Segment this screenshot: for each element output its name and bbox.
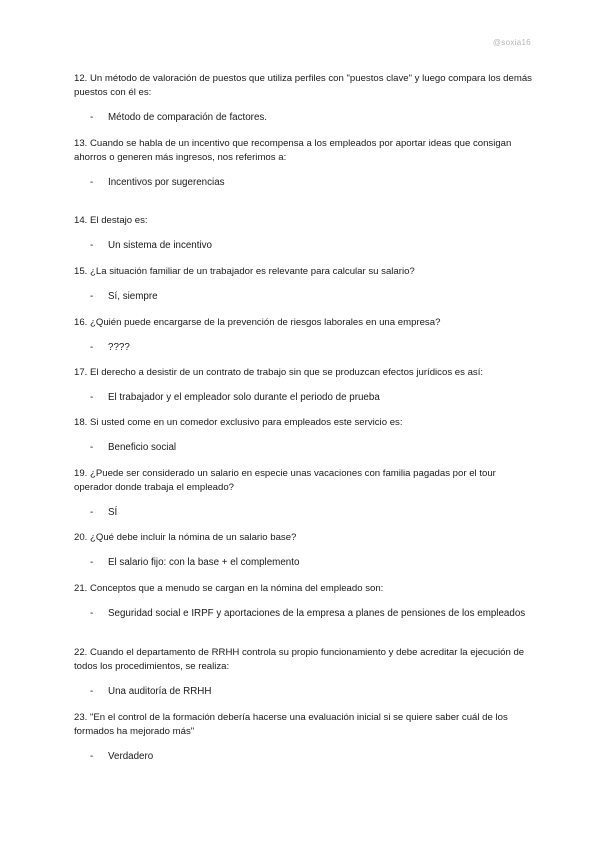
question-text: 12. Un método de valoración de puestos que utiliza perfiles con "puestos clave" y luego compara los demás puestos con él es: [74, 73, 532, 98]
question-text: 19. ¿Puede ser considerado un salario en especie unas vacaciones con familia pagadas por el tour operador donde trabaja el empleado? [74, 468, 496, 493]
answer-text: Sí, siempre [108, 291, 158, 302]
question-item-16 [74, 316, 534, 355]
answer-text: Un sistema de incentivo [108, 240, 213, 251]
question-text: 13. Cuando se habla de un incentivo que recompensa a los empleados por aportar ideas que consigan ahorros o generen más ingresos, nos referimos a: [74, 138, 512, 163]
answer-item [74, 441, 534, 455]
answer-text: ???? [108, 342, 130, 353]
answer-item [74, 391, 534, 405]
bullet-dash: - [90, 342, 94, 353]
question-item-23 [74, 711, 534, 764]
bullet-dash: - [90, 392, 94, 403]
answer-text: Método de comparación de factores. [108, 112, 268, 123]
bullet-dash: - [90, 291, 94, 302]
bullet-dash: - [90, 751, 94, 762]
question-text: 16. ¿Quién puede encargarse de la prevención de riesgos laborales en una empresa? [74, 317, 441, 328]
answer-text: Seguridad social e IRPF y aportaciones de la empresa a planes de pensiones de los empleados [108, 608, 526, 619]
answer-item [74, 607, 534, 621]
question-item-22 [74, 646, 534, 699]
bullet-dash: - [90, 608, 94, 619]
answer-item [74, 239, 534, 253]
question-item-21 [74, 582, 534, 621]
question-text: 23. "En el control de la formación debería hacerse una evaluación inicial si se quiere saber cuál de los formados ha mejorado más" [74, 712, 508, 737]
question-text: 18. Si usted come en un comedor exclusivo para empleados este servicio es: [74, 417, 403, 428]
bullet-dash: - [90, 507, 94, 518]
bullet-dash: - [90, 442, 94, 453]
answer-item [74, 685, 534, 699]
watermark: @soxia16 [492, 38, 531, 47]
answer-text: Verdadero [108, 751, 154, 762]
answer-text: SÍ [108, 507, 118, 518]
answer-item [74, 176, 534, 190]
question-item-14 [74, 214, 534, 253]
answer-text: El salario fijo: con la base + el complemento [108, 557, 300, 568]
question-item-19 [74, 467, 534, 520]
answer-item [74, 506, 534, 520]
question-text: 15. ¿La situación familiar de un trabajador es relevante para calcular su salario? [74, 266, 415, 277]
question-text: 17. El derecho a desistir de un contrato de trabajo sin que se produzcan efectos jurídicos es así: [74, 367, 484, 378]
answer-item [74, 341, 534, 355]
question-item-17 [74, 366, 534, 405]
question-text: 22. Cuando el departamento de RRHH controla su propio funcionamiento y debe acreditar la ejecución de todos los procedimientos, se realiza: [74, 647, 525, 672]
answer-text: Beneficio social [108, 442, 177, 453]
answer-item [74, 556, 534, 570]
bullet-dash: - [90, 177, 94, 188]
bullet-dash: - [90, 557, 94, 568]
question-item-12 [74, 72, 534, 125]
answer-text: Una auditoría de RRHH [108, 686, 212, 697]
bullet-dash: - [90, 686, 94, 697]
question-item-15 [74, 265, 534, 304]
answer-item [74, 111, 534, 125]
answer-item [74, 750, 534, 764]
answer-text: Incentivos por sugerencias [108, 177, 225, 188]
question-text: 21. Conceptos que a menudo se cargan en la nómina del empleado son: [74, 583, 384, 594]
bullet-dash: - [90, 240, 94, 251]
question-item-18 [74, 416, 534, 455]
question-text: 14. El destajo es: [74, 215, 148, 226]
question-item-13 [74, 137, 534, 190]
question-item-20 [74, 531, 534, 570]
answer-item [74, 290, 534, 304]
question-text: 20. ¿Qué debe incluir la nómina de un salario base? [74, 532, 297, 543]
answer-text: El trabajador y el empleador solo durante el periodo de prueba [108, 392, 380, 403]
bullet-dash: - [90, 112, 94, 123]
